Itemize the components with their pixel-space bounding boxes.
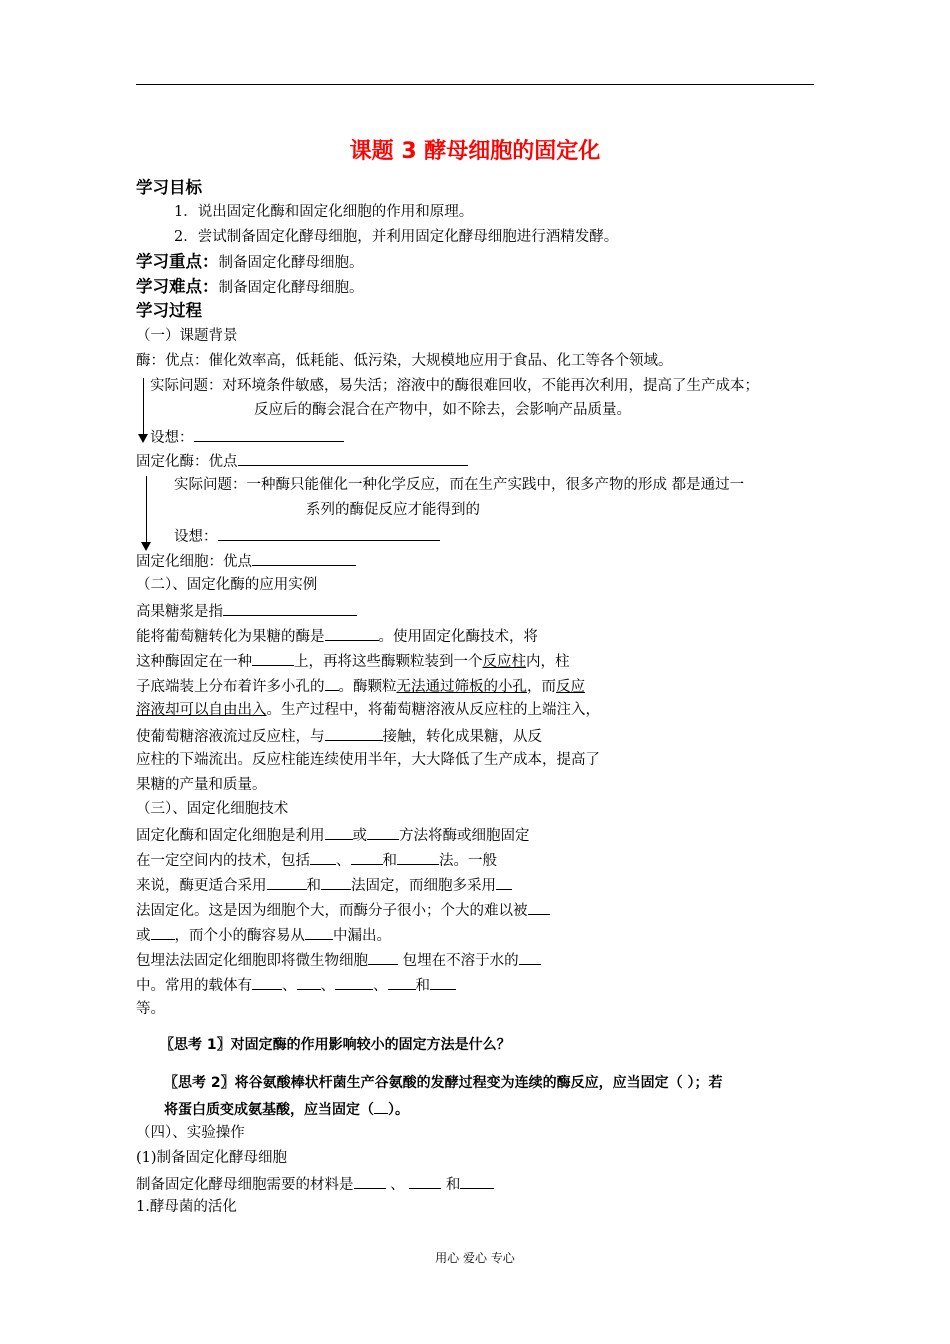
blank-fixed-enzyme[interactable] <box>238 450 468 466</box>
problem-2-line-a: 实际问题：一种酶只能催化一种化学反应，而在生产实践中，很多产物的形成 都是通过一 <box>174 477 745 493</box>
blank-cell-method[interactable] <box>496 874 512 890</box>
app-text-2b: 。使用固定化酶技术，将 <box>378 629 538 645</box>
blank-material-1[interactable] <box>354 1173 386 1189</box>
blank-carrier-4[interactable] <box>388 974 416 990</box>
think-2-text-b2: ）。 <box>388 1102 409 1118</box>
tech-text-6b: 包埋在不溶于水的 <box>402 953 519 969</box>
blank-carrier-5[interactable] <box>430 974 456 990</box>
tech-text-3c: 法固定，而细胞多采用 <box>351 878 496 894</box>
blank-enzyme-method-1[interactable] <box>267 874 307 890</box>
tech-text-1a: 固定化酶和固定化细胞是利用 <box>136 828 325 844</box>
blank-carrier-1[interactable] <box>252 974 282 990</box>
blank-type-2[interactable] <box>351 849 383 865</box>
app-text-3b: 上，再将这些酶颗粒装到一个 <box>294 654 483 670</box>
tech-text-1b: 或 <box>352 828 367 844</box>
application-heading: （二）、固定化酶的应用实例 <box>136 577 318 593</box>
tech-text-2b: 、 <box>336 853 351 869</box>
app-line-5 <box>136 700 600 720</box>
think-2-line-b <box>164 1098 409 1120</box>
tech-line-4 <box>136 899 550 921</box>
blank-type-1[interactable] <box>310 849 336 865</box>
tech-text-7b: 、 <box>282 978 297 994</box>
blank-carrier-2[interactable] <box>297 974 321 990</box>
header-rule <box>136 84 814 85</box>
tech-text-3b: 和 <box>306 878 321 894</box>
app-text-4b: 。酶颗粒 <box>338 679 397 695</box>
app-text-1: 高果糖浆是指 <box>136 604 223 620</box>
think-1: 〖思考 1〗对固定酶的作用影响较小的固定方法是什么？ <box>160 1037 511 1053</box>
tech-line-2 <box>136 849 497 871</box>
app-line-3 <box>136 650 570 672</box>
app-text-3c: 反应柱 <box>482 654 526 670</box>
blank-fixed-cell[interactable] <box>252 550 356 566</box>
app-text-5a: 溶液却可以自由出入 <box>136 702 267 718</box>
blank-enzyme-method-2[interactable] <box>321 874 351 890</box>
key-point <box>136 252 364 273</box>
fixed-enzyme-label: 固定化酶：优点 <box>136 454 238 470</box>
idea-2 <box>174 525 440 547</box>
blank-think-2[interactable] <box>374 1098 388 1114</box>
blank-material-2[interactable] <box>409 1173 441 1189</box>
fixed-cell <box>136 550 356 572</box>
tech-text-5a: 或 <box>136 928 151 944</box>
blank-hfcs[interactable] <box>223 600 357 616</box>
app-line-7: 应柱的下端流出。反应柱能连续使用半年，大大降低了生产成本，提高了 <box>136 752 600 768</box>
app-text-4e: 反应 <box>556 679 585 695</box>
blank-carrier[interactable] <box>252 650 294 666</box>
goals-heading: 学习目标 <box>136 178 202 197</box>
tech-text-5b: ，而个小的酶容易从 <box>174 928 305 944</box>
materials-text-b: 、 <box>390 1177 405 1193</box>
tech-text-7e: 和 <box>415 978 430 994</box>
process-heading: 学习过程 <box>136 301 202 320</box>
tech-text-5c: 中漏出。 <box>333 928 391 944</box>
goal-item-1: 1．说出固定化酶和固定化细胞的作用和原理。 <box>174 204 474 220</box>
app-text-4d: ，而 <box>527 679 556 695</box>
idea-1 <box>150 426 344 448</box>
operation-sub-1: (1)制备固定化酵母细胞 <box>136 1150 288 1166</box>
blank-leak-from[interactable] <box>305 924 333 940</box>
enzyme-advantages: 酶：优点：催化效率高，低耗能、低污染，大规模地应用于食品、化工等各个领域。 <box>136 353 673 369</box>
blank-idea-1[interactable] <box>194 426 344 442</box>
problem-2-line-b: 系列的酶促反应才能得到的 <box>306 502 480 518</box>
app-text-2a: 能将葡萄糖转化为果糖的酶是 <box>136 629 325 645</box>
fixed-cell-label: 固定化细胞：优点 <box>136 554 252 570</box>
flow-arrow-2-line <box>146 476 147 544</box>
key-point-label: 学习重点： <box>136 252 219 271</box>
app-text-4c: 无法通过筛板的小孔 <box>396 679 527 695</box>
tech-line-1 <box>136 824 530 846</box>
blank-sieve[interactable] <box>325 675 339 691</box>
difficulty <box>136 277 364 298</box>
blank-carrier-3[interactable] <box>335 974 373 990</box>
blank-method-2[interactable] <box>367 824 399 840</box>
tech-text-6a: 包埋法法固定化细胞即将微生物细胞 <box>136 953 368 969</box>
tech-text-1c: 方法将酶或细胞固定 <box>399 828 530 844</box>
flow-arrow-1-head <box>138 434 148 443</box>
materials-line <box>136 1173 494 1195</box>
blank-method-1[interactable] <box>325 824 353 840</box>
tech-text-7d: 、 <box>373 978 388 994</box>
tech-text-2a: 在一定空间内的技术，包括 <box>136 853 310 869</box>
app-text-6a: 使葡萄糖溶液流过反应柱，与 <box>136 729 325 745</box>
materials-text-a: 制备固定化酵母细胞需要的材料是 <box>136 1177 354 1193</box>
app-line-2 <box>136 625 538 647</box>
problem-1-line-a: 实际问题：对环境条件敏感，易失活；溶液中的酶很难回收，不能再次利用，提高了生产成本； <box>150 378 759 394</box>
app-line-6 <box>136 725 542 747</box>
tech-text-4a: 法固定化。这是因为细胞个大，而酶分子很小；个大的难以被 <box>136 903 528 919</box>
tech-text-3a: 来说，酶更适合采用 <box>136 878 267 894</box>
problem-1-line-b: 反应后的酶会混合在产物中，如不除去，会影响产品质量。 <box>254 402 631 418</box>
tech-text-7c: 、 <box>320 978 335 994</box>
app-text-3a: 这种酶固定在一种 <box>136 654 252 670</box>
difficulty-text: 制备固定化酵母细胞。 <box>218 280 364 296</box>
blank-hard-to-2[interactable] <box>151 924 175 940</box>
operation-heading: （四）、实验操作 <box>136 1125 245 1141</box>
app-line-1 <box>136 600 357 622</box>
tech-line-3 <box>136 874 512 896</box>
page-title: 课题 3 酵母细胞的固定化 <box>349 139 601 164</box>
app-line-8: 果糖的产量和质量。 <box>136 777 267 793</box>
technique-heading: （三）、固定化细胞技术 <box>136 801 289 817</box>
blank-enzyme-name[interactable] <box>325 625 379 641</box>
blank-embed-in[interactable] <box>519 949 541 965</box>
app-text-4a: 子底端装上分布着许多小孔的 <box>136 679 325 695</box>
page-footer: 用心 爱心 专心 <box>435 1251 515 1265</box>
app-text-6b: 接触，转化成果糖，从反 <box>382 729 542 745</box>
fixed-enzyme <box>136 450 468 472</box>
goal-item-2: 2．尝试制备固定化酵母细胞，并利用固定化酵母细胞进行酒精发酵。 <box>174 229 619 245</box>
blank-idea-2[interactable] <box>218 525 440 541</box>
blank-type-3[interactable] <box>397 849 439 865</box>
flow-arrow-1-line <box>143 378 144 436</box>
idea-2-label: 设想： <box>174 529 218 545</box>
app-line-4 <box>136 675 585 697</box>
blank-embed-how[interactable] <box>368 949 398 965</box>
think-2-text-b1: 将蛋白质变成氨基酸，应当固定（ <box>164 1102 374 1118</box>
think-2-line-a: 〖思考 2〗将谷氨酸棒状杆菌生产谷氨酸的发酵过程变为连续的酶反应，应当固定（ ）；若 <box>164 1075 723 1091</box>
tech-line-6 <box>136 949 541 971</box>
tech-text-2c: 和 <box>382 853 397 869</box>
difficulty-label: 学习难点： <box>136 277 219 296</box>
blank-material-3[interactable] <box>460 1173 494 1189</box>
tech-text-2d: 法。一般 <box>439 853 497 869</box>
flow-arrow-2-head <box>141 542 151 551</box>
idea-1-label: 设想： <box>150 430 194 446</box>
tech-text-7a: 中。常用的载体有 <box>136 978 252 994</box>
key-point-text: 制备固定化酵母细胞。 <box>218 255 364 271</box>
materials-text-c: 和 <box>445 1177 461 1193</box>
tech-line-5 <box>136 924 391 946</box>
tech-line-7 <box>136 974 456 996</box>
blank-hard-to-1[interactable] <box>528 899 550 915</box>
background-heading: （一）课题背景 <box>136 328 238 344</box>
blank-contact[interactable] <box>325 725 383 741</box>
app-text-5b: 。生产过程中，将葡萄糖溶液从反应柱的上端注入， <box>266 702 600 718</box>
step-1: 1.酵母菌的活化 <box>136 1199 237 1215</box>
app-text-3d: 内，柱 <box>526 654 570 670</box>
tech-line-8: 等。 <box>136 1001 165 1017</box>
